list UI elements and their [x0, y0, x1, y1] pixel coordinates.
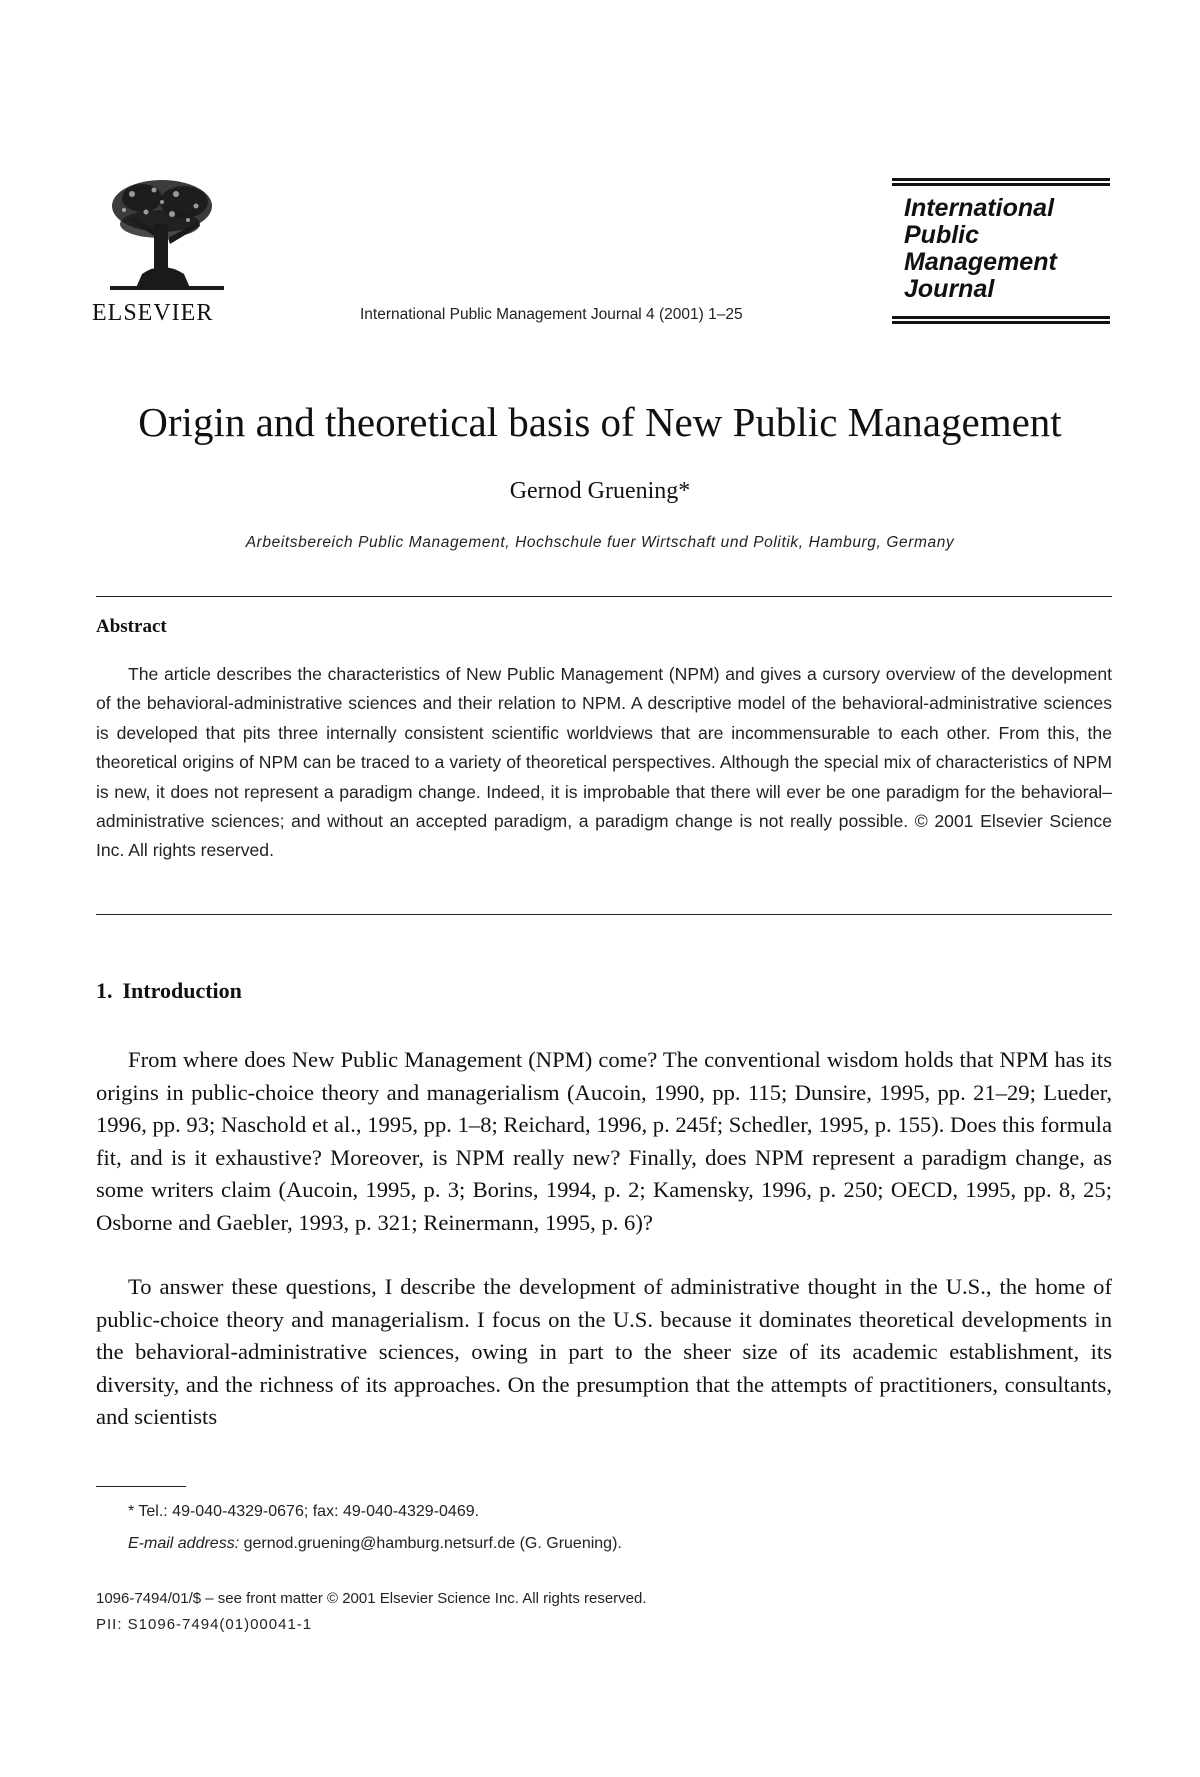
- author-name: Gernod Gruening*: [509, 478, 691, 504]
- body-paragraph: From where does New Public Management (NPM) come? The conventional wisdom holds that NPM has its origins in public-choice theory and managerialism (Aucoin, 1990, pp. 115; Dunsire, 1995, pp. 21–29; Lueder, 1996, pp. 93; Naschold et al., 1995, pp. 1–8; Reichard, 1996, p. 245f; Schedler, 1995, p. 155). Does this formula fit, and is it exhaustive? Moreover, is NPM really new? Finally, does NPM represent a paradigm change, as some writers claim (Aucoin, 1995, p. 3; Borins, 1994, p. 2; Kamensky, 1996, p. 250; OECD, 1995, pp. 8, 25; Osborne and Gaebler, 1993, p. 321; Reinermann, 1995, p. 6)?: [96, 1047, 1112, 1235]
- email-value: gernod.gruening@hamburg.netsurf.de (G. Gruening).: [243, 1535, 622, 1552]
- section-number: 1.: [96, 978, 113, 1003]
- journal-logo-rule-top: [892, 178, 1110, 186]
- front-matter-issn: 1096-7494/01/$ – see front matter © 2001 Elsevier Science Inc. All rights reserved.: [96, 1590, 647, 1607]
- journal-logo: [892, 178, 1110, 328]
- abstract-heading: Abstract: [96, 616, 167, 637]
- section-heading: [96, 978, 242, 1004]
- body-paragraph: To answer these questions, I describe the development of administrative thought in the U.S., the home of public-choice theory and managerialism. I focus on the U.S. because it dominates theoretical developments in the behavioral-administrative sciences, owing in part to the sheer size of its academic establishment, its diversity, and the richness of its approaches. On the presumption that the attempts of practitioners, consultants, and scientists: [96, 1274, 1112, 1430]
- journal-logo-line: International: [904, 194, 1055, 222]
- front-matter-pii: PII: S1096-7494(01)00041-1: [96, 1616, 313, 1633]
- footnote-email: [128, 1535, 622, 1553]
- divider: [96, 914, 1112, 915]
- publisher-logo: [92, 176, 242, 328]
- section-title: Introduction: [122, 978, 242, 1003]
- divider: [96, 596, 1112, 597]
- footnote-divider: [96, 1486, 186, 1487]
- publisher-name: ELSEVIER: [92, 300, 214, 326]
- journal-citation: International Public Management Journal 4 (2001) 1–25: [360, 306, 743, 323]
- journal-logo-line: Journal: [904, 275, 995, 303]
- journal-logo-rule-bottom: [892, 316, 1110, 324]
- tree-emblem-icon: [102, 176, 232, 296]
- journal-logo-line: Public: [904, 221, 980, 249]
- email-label: E-mail address:: [128, 1535, 240, 1552]
- abstract-text: The article describes the characteristics of New Public Management (NPM) and gives a cursory overview of the development of the behavioral-administrative sciences and their relation to NPM. A descriptive model of the behavioral-administrative sciences is developed that pits three internally consistent scientific worldviews that are incommensurable to each other. From this, the theoretical origins of NPM can be traced to a variety of theoretical perspectives. Although the special mix of characteristics of NPM is new, it does not represent a paradigm change. Indeed, it is improbable that there will ever be one paradigm for the behavioral–administrative sciences; and without an accepted paradigm, a paradigm change is not really possible. © 2001 Elsevier Science Inc. All rights reserved.: [96, 664, 1112, 861]
- article-title: Origin and theoretical basis of New Public Management: [138, 399, 1062, 445]
- footnote-contact: * Tel.: 49-040-4329-0676; fax: 49-040-4329-0469.: [128, 1503, 480, 1520]
- author-affiliation: Arbeitsbereich Public Management, Hochschule fuer Wirtschaft und Politik, Hamburg, Germany: [245, 534, 955, 551]
- journal-logo-line: Management: [904, 248, 1057, 276]
